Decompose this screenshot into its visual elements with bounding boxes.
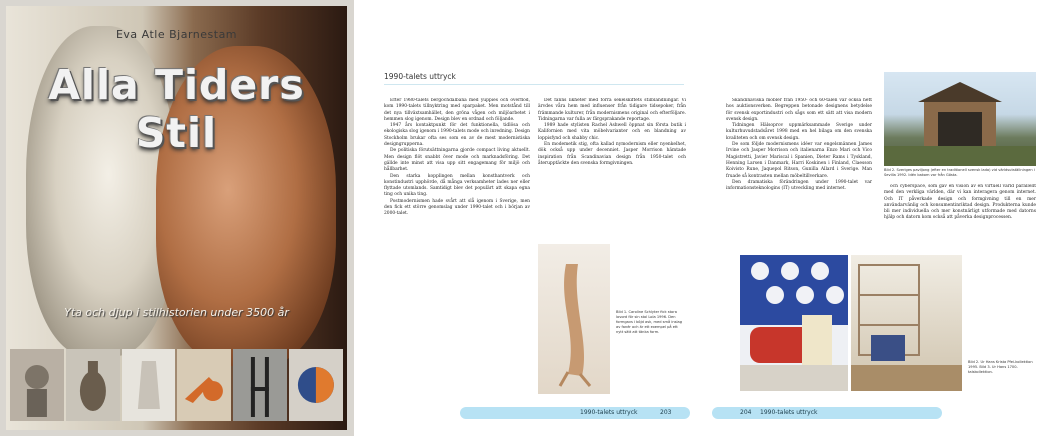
right-page-column-2: [884, 184, 1036, 246]
room-caption: Bild 2. Ur Hans Krista Pfei-kollektion 1995. Bild 3. Ur Hans 1700-talskollektion.: [968, 360, 1033, 374]
footer-bar-right: [712, 407, 942, 419]
page-number: 204: [740, 409, 752, 416]
paragraph: En modemetik stig, ofta kallad nymodernism eller nyenkelhet, dök också upp under decenniet. Jasper Morrison hämtade inspiration från Scandinavian design från 1950-talet och återupptäckte den svenska formgivningen.: [538, 142, 686, 166]
paragraph: och cyberspace, som gav en vision av en virtuell värld parallellt med den verkliga världen, där vi kan interagera genom internet. Och IT påverkade design och formgivning till en mer användarvänlig och konsumentinriktad design. Produkterna kunde bli mer individuella och mer konstnärligt utformade med datorns hjälp och datorn kom också att påverka designprocessen.: [884, 184, 1036, 221]
paragraph: 1989 hade stylisten Rachel Ashwell öppnat sin första butik i Kalifornien med vita möbelvarianter och en blandning av loppisfynd och shabby chic.: [538, 123, 686, 141]
chair-photo: [538, 244, 610, 394]
paragraph: Det fanns likheter med förra sekelskiftets stilblandningar. Vi ärvdes våra hem med influenser från tidigare tidsepoker, från främmande kulturer, från modernismens original och efterföljare. Tidningarna var fulla av färgsprakande reportage.: [538, 98, 686, 122]
paragraph: De politiska förutsättningarna gjorde compact living aktuellt. Men design flöt snabbt över mode och marknadsföring. Det gällde inte minst att visa upp sitt engagemang för miljö och hållbarhet.: [384, 148, 530, 173]
paragraph: Skandinaviska möbler från 1950- och 60-talen var också hett hos auktionsverken. Begreppen betonade designens betydelse för svensk exportindustri och sågs som ett sätt att visa modern svensk design.: [726, 98, 872, 122]
textile-pattern-photo: [740, 255, 848, 391]
running-head: 1990-talets uttryck: [384, 72, 456, 81]
left-page: [364, 0, 706, 436]
left-page-column-1: [384, 98, 530, 398]
cover-title: Alla Tiders Stil: [48, 61, 305, 157]
pavilion-caption: Bild 2. Sveriges paviljong (efter en traditionell svensk lada) vid världsutställningen i Sevilla 1992. Idén bakom var från Gösta.: [884, 168, 1035, 177]
left-page-column-2: [538, 98, 686, 238]
cover-artwork: [6, 6, 347, 430]
thumbnail-watering-can: [177, 349, 231, 421]
thumbnail-chair: [233, 349, 287, 421]
thumbnail-bust: [10, 349, 64, 421]
paragraph: Tidningen Hälsoprov uppmärksammade Sverige under kulturhuvudstadsåret 1998 med en hel bilaga om den svenska kvaliteten och om svensk design.: [726, 123, 872, 141]
paragraph: Den dramatiska förändringen under 1990-talet var informationsteknologins (IT) utveckling med internet.: [726, 179, 872, 192]
book-cover: [0, 0, 354, 436]
page-number: 203: [660, 409, 672, 416]
chair-caption: Bild 1. Caroline Schlyter fick stora lovord för sin stol Lola 1996. Den formgavs i böjd ask, med små inslag av fanér och är ett exempel på ett nytt sätt att tänka form.: [616, 310, 682, 334]
thumbnail-vase: [122, 349, 176, 421]
right-page-column-1: [726, 98, 872, 248]
thumbnail-amphora: [66, 349, 120, 421]
paragraph: 1947 års kontaktpunkt för det funktionella, tidlösa och ekologiska slog igenom i 1990-talets mode och inredning. Design Stockholm brukar ofta ses som en av de mest modernistiska designgrupperna.: [384, 123, 530, 148]
cover-author: Eva Atle Bjarnestam: [115, 28, 238, 41]
right-page: [706, 0, 1050, 436]
cover-subtitle: Yta och djup i stilhistorien under 3500 år: [64, 306, 289, 319]
footer-section-label: 1990-talets uttryck: [760, 409, 818, 416]
paragraph: Efter 1980-talets bergochdalbana med yuppies och överflöd, kom 1990-talets tillnyktring med sparpaket. Men motstånd till det nya tillväxtsamhället, den gröna vågen och miljöarbetet i hemmen slog igenom. Design blev en ordnad och följande.: [384, 98, 530, 122]
paragraph: Postmodernismen hade svårt att slå igenom i Sverige, men den fick ett större genomslag under 1990-talet och i början av 2000-talet.: [384, 198, 530, 217]
paragraph: Den starka kopplingen mellan konsthantverk och konstindustri upphörde, då många verksamheter lades ner eller flyttade utomlands. Samtidigt blev det populärt att skapa egna ting och unika ting.: [384, 173, 530, 198]
footer-section-label: 1990-talets uttryck: [580, 409, 638, 416]
paragraph: De som följde modernismens idéer var engelsmännen James Irvine och Jasper Morrison och italienarna Enzo Mari och Vico Magistretti, Javier Mariscal i Spanien, Dieter Rams i Tyskland, Henning Larsen i Danmark, Harri Koskinen i Finland, Claesson Koivisto Rune, Jaquepol Ritson, Gunilla Allard i Sverige. Man fruade så kontrasten mellan möbeltillverkare.: [726, 142, 872, 179]
header-rule: [384, 84, 684, 85]
cover-thumbnail-strip: [10, 349, 343, 421]
footer-bar-left: [460, 407, 690, 419]
pavilion-photo: [884, 72, 1036, 166]
thumbnail-circle-art: [289, 349, 343, 421]
interior-room-photo: [851, 255, 962, 391]
